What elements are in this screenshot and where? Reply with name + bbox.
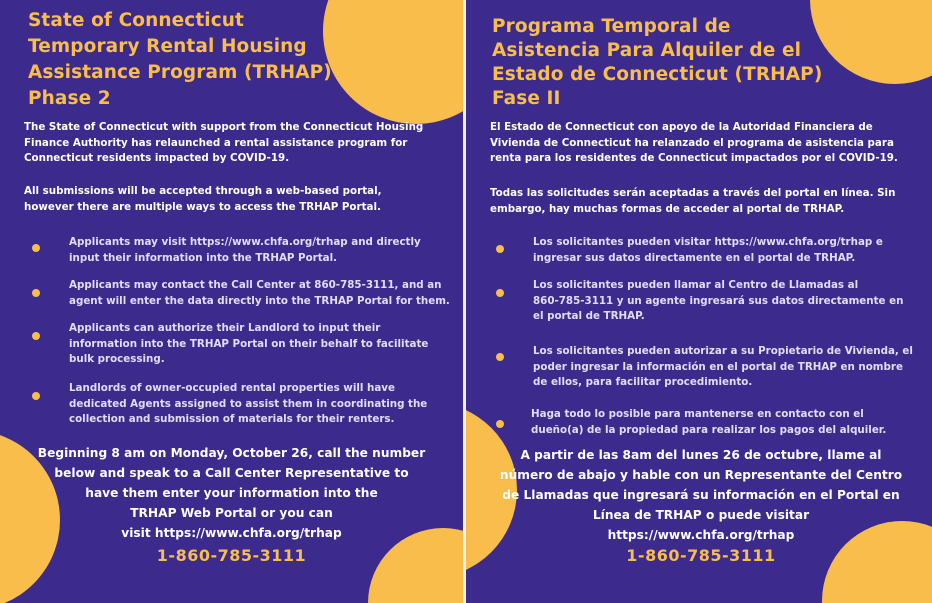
- bullet-line: de ellos, para facilitar procedimiento.: [533, 376, 753, 388]
- closing-line: Línea de TRHAP o puede visitar: [592, 508, 810, 522]
- bullet-dot: [32, 392, 40, 400]
- bullet-item: [69, 278, 450, 309]
- bullet-item: [69, 235, 421, 266]
- bullet-line: dueño(a) de la propiedad para realizar los pagos del alquiler.: [531, 423, 887, 436]
- closing-line: de Llamadas que ingresará su información en el Portal en: [502, 488, 900, 502]
- decorative-circle-top-right: [323, 0, 463, 124]
- intro-line: renta para los residentes de Connecticut impactados por el COVID-19.: [490, 152, 898, 164]
- english-flyer: [0, 0, 463, 603]
- bullet-dot: [496, 289, 504, 297]
- intro-line: Finance Authority has relaunched a rental assistance program for: [24, 136, 408, 149]
- bullet-dot: [32, 244, 40, 252]
- title-line: Assistance Program (TRHAP): [28, 62, 332, 83]
- title-line: Asistencia Para Alquiler de el: [492, 40, 802, 61]
- closing-line: https://www.chfa.org/trhap: [607, 528, 795, 542]
- portal-line: embargo, hay muchas formas de acceder al portal de TRHAP.: [490, 202, 845, 215]
- bullet-line: Haga todo lo posible para mantenerse en contacto con el: [531, 408, 864, 420]
- closing-line: TRHAP Web Portal or you can: [130, 506, 333, 520]
- bullet-dot: [32, 332, 40, 340]
- bullet-line: input their information into the TRHAP Portal.: [69, 251, 338, 264]
- title-line: Programa Temporal de: [492, 16, 731, 37]
- phone-number[interactable]: 1-860-785-3111: [626, 546, 776, 565]
- bullet-line: ingresar sus datos directamente en el portal de TRHAP.: [533, 251, 856, 264]
- bullet-line: collection and submission of materials for their renters.: [69, 413, 395, 425]
- page-title: [492, 15, 822, 111]
- portal-paragraph: [490, 186, 895, 217]
- closing-text: [466, 445, 932, 545]
- spanish-flyer: [466, 0, 932, 603]
- closing-line: below and speak to a Call Center Representative to: [54, 466, 409, 480]
- closing-line: A partir de las 8am del lunes 26 de octubre, llame al: [520, 448, 882, 462]
- page-title: [28, 8, 332, 112]
- bullet-line: Landlords of owner-occupied rental properties will have: [69, 382, 395, 394]
- bullet-line: bulk processing.: [69, 353, 165, 365]
- bullet-line: poder ingresar la información en el portal de TRHAP en nombre: [533, 360, 903, 373]
- intro-line: The State of Connecticut with support from the Connecticut Housing: [24, 121, 424, 133]
- bullet-dot: [496, 420, 504, 428]
- bullet-item: [533, 344, 913, 391]
- bullet-item: [531, 407, 886, 438]
- bullet-line: Applicants may visit https://www.chfa.org/trhap and directly: [69, 236, 421, 248]
- bullet-line: 860-785-3111 y un agente ingresará sus datos directamente en: [533, 294, 904, 307]
- portal-line: however there are multiple ways to access the TRHAP Portal.: [24, 200, 381, 213]
- bullet-line: Applicants may contact the Call Center at 860-785-3111, and an: [69, 279, 442, 291]
- portal-line: Todas las solicitudes serán aceptadas a través del portal en línea. Sin: [490, 187, 896, 199]
- bullet-line: information into the TRHAP Portal on their behalf to facilitate: [69, 337, 429, 350]
- intro-line: Connecticut residents impacted by COVID-19.: [24, 152, 290, 164]
- bullet-line: el portal de TRHAP.: [533, 310, 645, 322]
- bullet-line: dedicated Agents assigned to assist them in coordinating the: [69, 397, 428, 410]
- closing-line: visit https://www.chfa.org/trhap: [121, 526, 342, 540]
- closing-line: have them enter your information into the: [85, 486, 378, 500]
- intro-paragraph: [490, 120, 898, 167]
- phone-number[interactable]: 1-860-785-3111: [156, 546, 307, 565]
- title-line: Temporary Rental Housing: [28, 36, 307, 57]
- intro-line: Vivienda de Connecticut ha relanzado el programa de asistencia para: [490, 136, 894, 149]
- title-line: Phase 2: [28, 88, 111, 109]
- bullet-line: Los solicitantes pueden visitar https://www.chfa.org/trhap e: [533, 236, 883, 248]
- bullet-dot: [32, 289, 40, 297]
- title-line: Estado de Connecticut (TRHAP): [492, 64, 823, 85]
- bullet-line: Applicants can authorize their Landlord to input their: [69, 322, 381, 334]
- closing-line: Beginning 8 am on Monday, October 26, call the number: [37, 446, 426, 460]
- bullet-dot: [496, 245, 504, 253]
- closing-text: [0, 443, 463, 543]
- bullet-line: Los solicitantes pueden llamar al Centro de Llamadas al: [533, 279, 859, 291]
- closing-line: número de abajo y hable con un Representante del Centro: [499, 468, 903, 482]
- bullet-item: [533, 235, 883, 266]
- bullet-item: [69, 321, 428, 368]
- intro-line: El Estado de Connecticut con apoyo de la Autoridad Financiera de: [490, 121, 873, 133]
- bullet-dot: [496, 353, 504, 361]
- portal-paragraph: [24, 184, 382, 215]
- decorative-circle-top-right: [810, 0, 932, 84]
- bullet-line: agent will enter the data directly into the TRHAP Portal for them.: [69, 294, 450, 307]
- bullet-item: [533, 278, 903, 325]
- bullet-item: [69, 381, 427, 428]
- title-line: State of Connecticut: [28, 10, 244, 31]
- title-line: Fase II: [492, 88, 561, 109]
- portal-line: All submissions will be accepted through a web-based portal,: [24, 185, 382, 197]
- bullet-line: Los solicitantes pueden autorizar a su Propietario de Vivienda, el: [533, 345, 913, 357]
- intro-paragraph: [24, 120, 423, 167]
